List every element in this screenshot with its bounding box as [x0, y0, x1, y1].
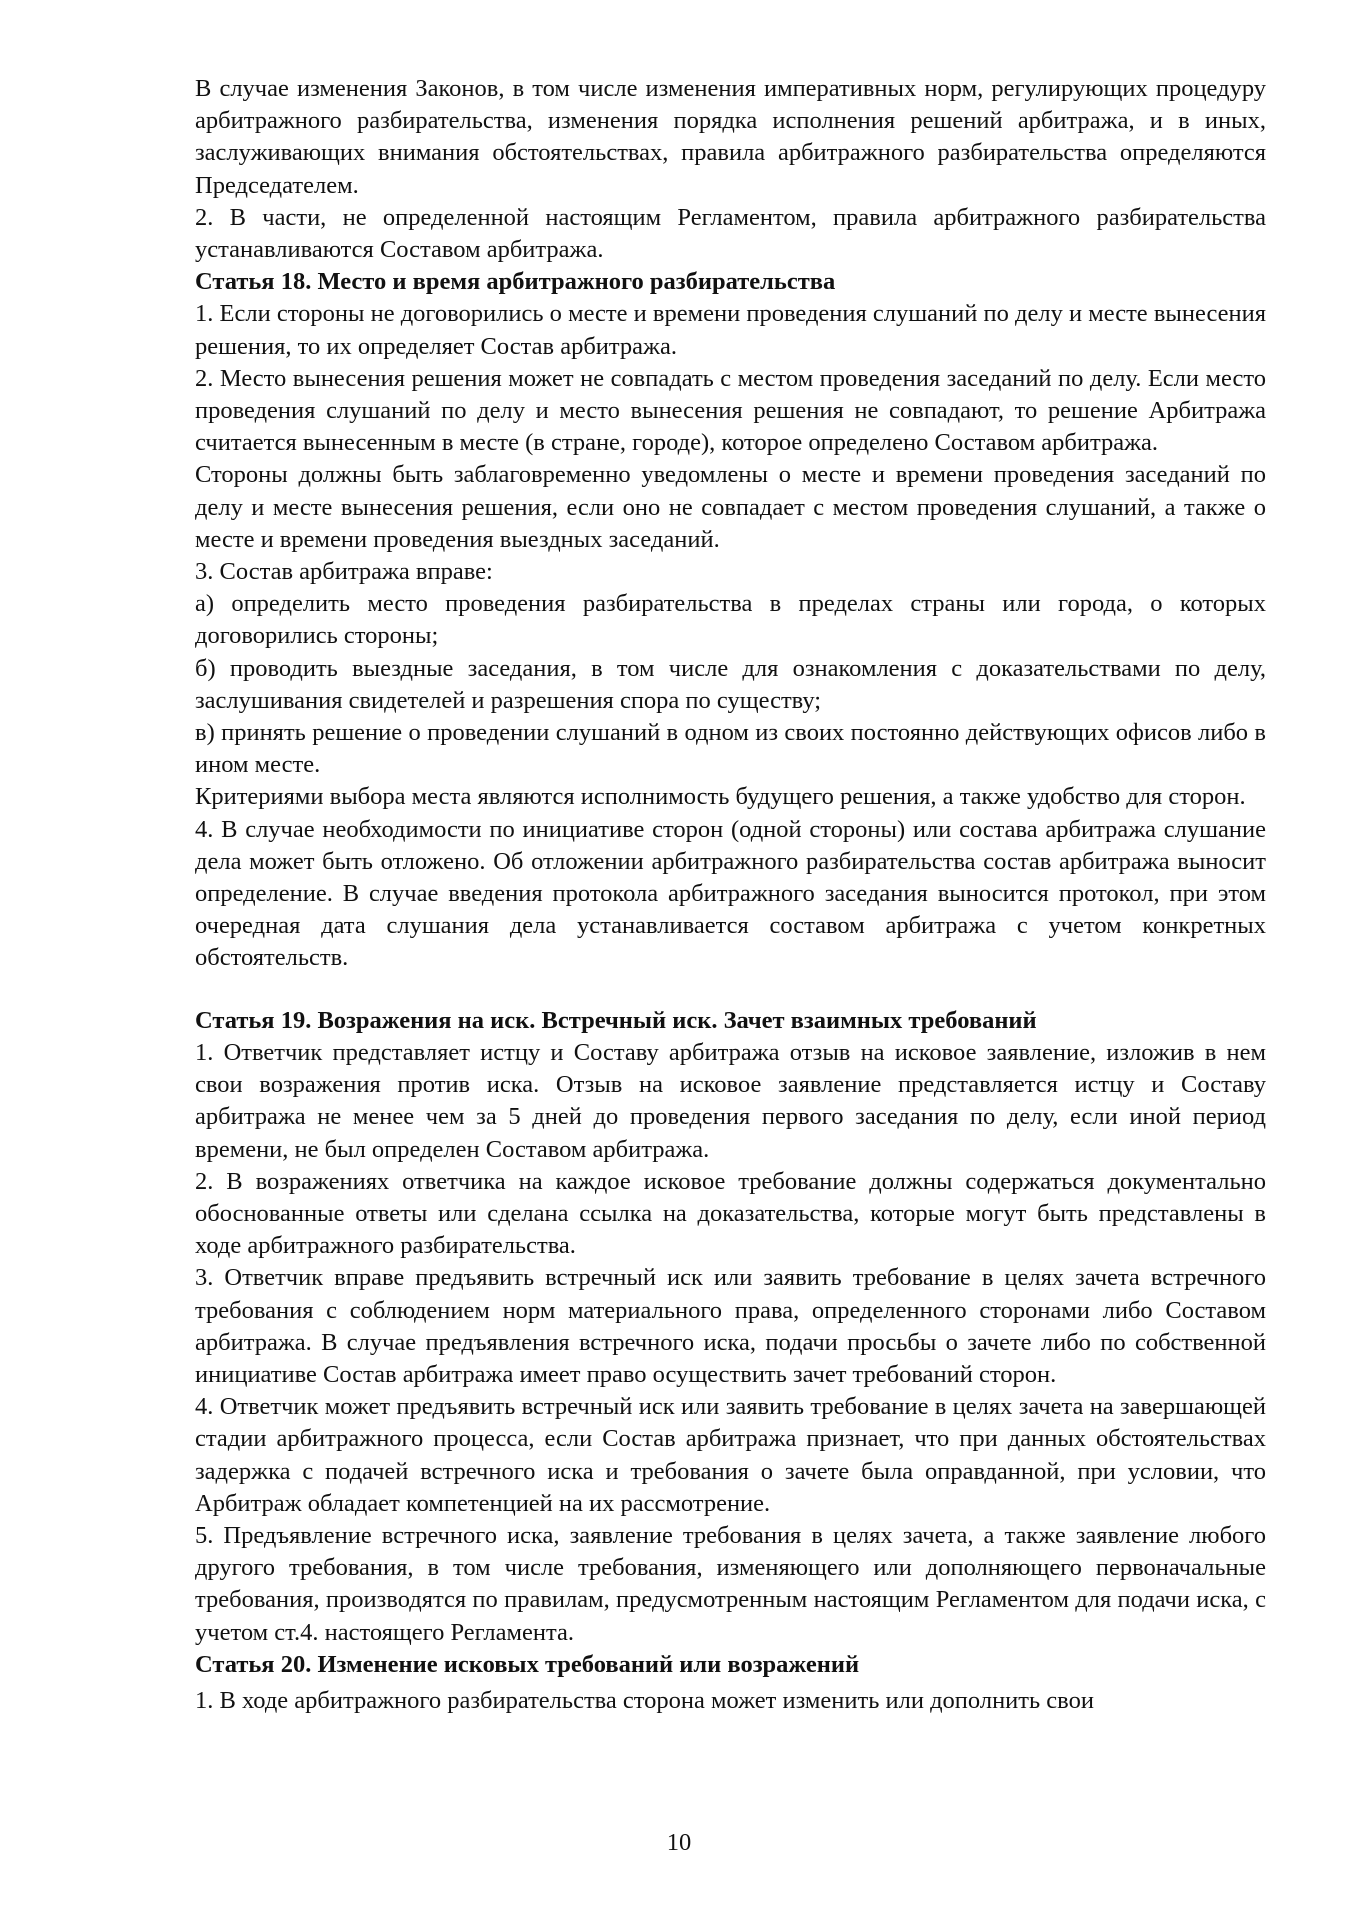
paragraph-art19-item-1: 1. Ответчик представляет истцу и Составу арбитража отзыв на исковое заявление, изложив в нем свои возражения против иска. Отзыв на исковое заявление представляется истцу и Составу арбитража не менее чем за 5 дней до проведения первого заседания по делу, если иной период времени, не был определен Составом арбитража.: [195, 1038, 1266, 1163]
spacer: [195, 975, 1266, 1005]
paragraph-laws-change: В случае изменения Законов, в том числе изменения императивных норм, регулирующих процедуру арбитражного разбирательства, изменения порядка исполнения решений арбитража, и в иных, заслуживающих внимания обстоятельствах, правила арбитражного разбирательства определяются Председателем.: [195, 75, 1266, 199]
paragraph-item-2-rules: 2. В части, не определенной настоящим Регламентом, правила арбитражного разбирательства устанавливаются Составом арбитража.: [195, 203, 1266, 264]
paragraph-art19-item-2: 2. В возражениях ответчика на каждое исковое требование должны содержаться документально обоснованные ответы или сделана ссылка на доказательства, которые могут быть представлены в ходе арбитражного разбирательства.: [195, 1167, 1266, 1260]
paragraph-art18-item-4: 4. В случае необходимости по инициативе сторон (одной стороны) или состава арбитража слушание дела может быть отложено. Об отложении арбитражного разбирательства состав арбитража выносит определение. В случае введения протокола арбитражного заседания выносится протокол, при этом очередная дата слушания дела устанавливается составом арбитража с учетом конкретных обстоятельств.: [195, 815, 1266, 972]
paragraph-art20-item-1: 1. В ходе арбитражного разбирательства сторона может изменить или дополнить свои: [195, 1686, 1094, 1714]
paragraph-art18-notice: Стороны должны быть заблаговременно уведомлены о месте и времени проведения заседаний по делу и месте вынесения решения, если оно не совпадает с местом проведения слушаний, а также о месте и времени проведения выездных заседаний.: [195, 461, 1266, 553]
paragraph-art18-item-2: 2. Место вынесения решения может не совпадать с местом проведения заседаний по делу. Если место проведения слушаний по делу и место вынесения решения не совпадают, то решение Арбитража считается вынесенным в месте (в стране, городе), которое определено Составом арбитража.: [195, 364, 1266, 457]
paragraph-art18-item-3a: а) определить место проведения разбирательства в пределах страны или города, о которых договорились стороны;: [195, 590, 1266, 650]
document-page: [195, 73, 1266, 1717]
heading-article-18: Статья 18. Место и время арбитражного разбирательства: [195, 268, 836, 296]
paragraph-art19-item-3: 3. Ответчик вправе предъявить встречный иск или заявить требование в целях зачета встречного требования с соблюдением норм материального права, определенного сторонами либо Составом арбитража. В случае предъявления встречного иска, подачи просьбы о зачете либо по собственной инициативе Состав арбитража имеет право осуществить зачет требований сторон.: [195, 1264, 1266, 1388]
paragraph-art18-item-1: 1. Если стороны не договорились о месте и времени проведения слушаний по делу и месте вынесения решения, то их определяет Состав арбитража.: [195, 300, 1266, 360]
page-number: 10: [666, 1829, 692, 1856]
heading-article-20: Статья 20. Изменение исковых требований или возражений: [195, 1650, 860, 1678]
paragraph-art18-item-3: 3. Состав арбитража вправе:: [195, 558, 493, 586]
paragraph-art19-item-5: 5. Предъявление встречного иска, заявление требования в целях зачета, а также заявление любого другого требования, в том числе требования, изменяющего или дополняющего первоначальные требования, производятся по правилам, предусмотренным настоящим Регламентом для подачи иска, с учетом ст.4. настоящего Регламента.: [195, 1521, 1266, 1646]
paragraph-art18-criteria: Критериями выбора места являются исполнимость будущего решения, а также удобство для сторон.: [195, 783, 1246, 811]
paragraph-art19-item-4: 4. Ответчик может предъявить встречный иск или заявить требование в целях зачета на завершающей стадии арбитражного процесса, если Состав арбитража признает, что при данных обстоятельствах задержка с подачей встречного иска и требования о зачете была оправданной, при условии, что Арбитраж обладает компетенцией на их рассмотрение.: [195, 1393, 1266, 1517]
paragraph-art18-item-3v: в) принять решение о проведении слушаний в одном из своих постоянно действующих офисов либо в ином месте.: [195, 719, 1266, 779]
heading-article-19: Статья 19. Возражения на иск. Встречный иск. Зачет взаимных требований: [195, 1006, 1037, 1034]
paragraph-art18-item-3b: б) проводить выездные заседания, в том числе для ознакомления с доказательствами по делу, заслушивания свидетелей и разрешения спора по существу;: [195, 654, 1266, 714]
